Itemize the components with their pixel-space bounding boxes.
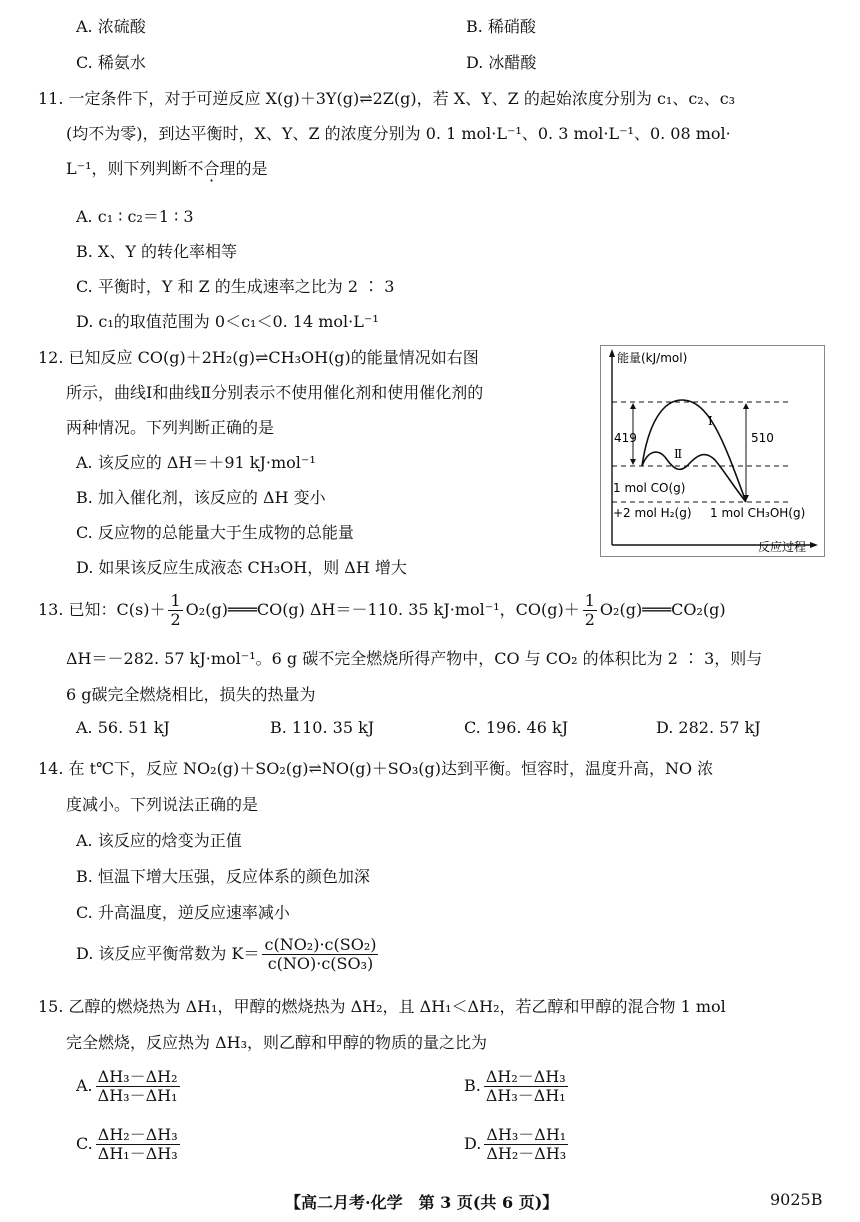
page-footer: 【高二月考·化学 第 3 页(共 6 页)】 <box>285 1193 559 1212</box>
q15-option-c-fraction <box>96 1126 180 1163</box>
q12-option-d: D. 如果该反应生成液态 CH₃OH，则 ΔH 增大 <box>76 558 407 577</box>
reactant-label-2: +2 mol H₂(g) <box>613 506 692 520</box>
q14-frac-den: c(NO)·c(SO₃) <box>267 954 374 973</box>
q11-stem-line2: (均不为零)，到达平衡时，X、Y、Z 的浓度分别为 0. 1 mol·L⁻¹、0. 3 mol·L⁻¹、0. 08 mol· <box>66 124 731 143</box>
q14-option-c: C. 升高温度，逆反应速率减小 <box>76 903 290 922</box>
q11-option-c: C. 平衡时，Y 和 Z 的生成速率之比为 2 ∶ 3 <box>76 277 395 296</box>
q13-half-fraction-2 <box>583 592 597 629</box>
q13-frac-den-1: 2 <box>170 610 181 629</box>
reactant-label-1: 1 mol CO(g) <box>613 481 686 495</box>
q14-option-b: B. 恒温下增大压强，反应体系的颜色加深 <box>76 867 370 886</box>
q12-stem-line1: 12. 已知反应 CO(g)＋2H₂(g)⇌CH₃OH(g)的能量情况如右图 <box>38 348 479 367</box>
q11-stem-line3 <box>66 156 268 179</box>
q15-option-a <box>76 1068 183 1105</box>
q15-option-d <box>464 1126 571 1163</box>
q11-stem-pre: L⁻¹，则下列判断 <box>66 159 188 178</box>
q15-option-b <box>464 1068 571 1105</box>
q13-text-b: O₂(g)═══CO(g) ΔH＝－110. 35 kJ·mol⁻¹，CO(g)＋ <box>185 600 580 619</box>
q11-option-a: A. c₁ ∶ c₂＝1 ∶ 3 <box>76 207 194 226</box>
q14-stem-line1: 14. 在 t℃下，反应 NO₂(g)＋SO₂(g)⇌NO(g)＋SO₃(g)达到平衡。恒容时，温度升高，NO 浓 <box>38 759 714 778</box>
q13-line1 <box>38 592 726 629</box>
curve-1-label: Ⅰ <box>708 414 713 428</box>
q11-stem-post: 的是 <box>235 159 268 178</box>
q13-frac-den-2: 2 <box>584 610 595 629</box>
q15-option-b-label: B. <box>464 1076 481 1095</box>
q13-frac-num-1: 1 <box>170 591 181 610</box>
q12-stem-line3: 两种情况。下列判断正确的是 <box>66 418 275 437</box>
q15-b-den: ΔH₃－ΔH₁ <box>485 1086 566 1105</box>
q15-stem-line1: 15. 乙醇的燃烧热为 ΔH₁，甲醇的燃烧热为 ΔH₂，且 ΔH₁＜ΔH₂，若乙醇和甲醇的混合物 1 mol <box>38 997 726 1016</box>
value-510: 510 <box>751 431 774 445</box>
q14-option-d <box>76 936 381 973</box>
q11-stem-line1: 11. 一定条件下，对于可逆反应 X(g)＋3Y(g)⇌2Z(g)，若 X、Y、Z 的起始浓度分别为 c₁、c₂、c₃ <box>38 89 736 108</box>
q11-stem-emphasis: 不合理 <box>187 159 236 178</box>
q13-line3: 6 g碳完全燃烧相比，损失的热量为 <box>66 685 316 704</box>
q13-half-fraction-1 <box>168 592 182 629</box>
product-label: 1 mol CH₃OH(g) <box>710 506 806 520</box>
q13-option-a: A. 56. 51 kJ <box>76 718 170 737</box>
q14-frac-num: c(NO₂)·c(SO₂) <box>264 935 377 954</box>
q14-equilibrium-fraction <box>262 936 378 973</box>
q15-option-a-label: A. <box>76 1076 93 1095</box>
q13-option-c: C. 196. 46 kJ <box>464 718 569 737</box>
q15-d-den: ΔH₂－ΔH₃ <box>486 1144 567 1163</box>
q11-option-b: B. X、Y 的转化率相等 <box>76 242 237 261</box>
q15-stem-line2: 完全燃烧，反应热为 ΔH₃，则乙醇和甲醇的物质的量之比为 <box>66 1033 488 1052</box>
q11-option-d: D. c₁的取值范围为 0＜c₁＜0. 14 mol·L⁻¹ <box>76 312 379 331</box>
q15-b-num: ΔH₂－ΔH₃ <box>485 1067 566 1086</box>
q15-option-b-fraction <box>484 1068 568 1105</box>
value-419: 419 <box>614 431 637 445</box>
q12-option-a: A. 该反应的 ΔH＝＋91 kJ·mol⁻¹ <box>76 453 316 472</box>
x-axis-arrow <box>810 542 818 548</box>
q10-option-a: A. 浓硫酸 <box>76 17 146 36</box>
q13-text-a: 13. 已知：C(s)＋ <box>38 600 166 619</box>
q15-option-c-label: C. <box>76 1134 93 1153</box>
q12-option-c: C. 反应物的总能量大于生成物的总能量 <box>76 523 354 542</box>
q15-a-num: ΔH₃－ΔH₂ <box>97 1067 178 1086</box>
q13-line2: ΔH＝－282. 57 kJ·mol⁻¹。6 g 碳不完全燃烧所得产物中，CO 与 CO₂ 的体积比为 2 ∶ 3，则与 <box>66 649 763 668</box>
q15-d-num: ΔH₃－ΔH₁ <box>486 1125 567 1144</box>
q15-option-c <box>76 1126 183 1163</box>
q12-option-b: B. 加入催化剂，该反应的 ΔH 变小 <box>76 488 326 507</box>
q15-option-d-label: D. <box>464 1134 482 1153</box>
q13-option-d: D. 282. 57 kJ <box>656 718 761 737</box>
q15-option-a-fraction <box>96 1068 180 1105</box>
q10-option-b: B. 稀硝酸 <box>466 17 536 36</box>
q15-c-num: ΔH₂－ΔH₃ <box>97 1125 178 1144</box>
q12-stem-line2: 所示，曲线Ⅰ和曲线Ⅱ分别表示不使用催化剂和使用催化剂的 <box>66 383 484 402</box>
q14-option-d-text: D. 该反应平衡常数为 K＝ <box>76 944 260 963</box>
y-axis-arrow <box>609 349 615 357</box>
x-axis-label: 反应过程 <box>758 540 807 554</box>
q15-c-den: ΔH₁－ΔH₃ <box>97 1144 178 1163</box>
q14-option-a: A. 该反应的焓变为正值 <box>76 831 242 850</box>
q15-option-d-fraction <box>484 1126 568 1163</box>
q15-a-den: ΔH₃－ΔH₁ <box>97 1086 178 1105</box>
q10-option-c: C. 稀氨水 <box>76 53 146 72</box>
q10-option-d: D. 冰醋酸 <box>466 53 537 72</box>
y-axis-label: 能量(kJ/mol) <box>617 351 688 365</box>
q14-stem-line2: 度减小。下列说法正确的是 <box>66 795 259 814</box>
q13-option-b: B. 110. 35 kJ <box>270 718 375 737</box>
paper-code: 9025B <box>770 1190 823 1209</box>
curve-2-label: Ⅱ <box>674 447 683 461</box>
energy-diagram <box>600 345 825 557</box>
q13-frac-num-2: 1 <box>584 591 595 610</box>
q13-text-c: O₂(g)═══CO₂(g) <box>599 600 726 619</box>
